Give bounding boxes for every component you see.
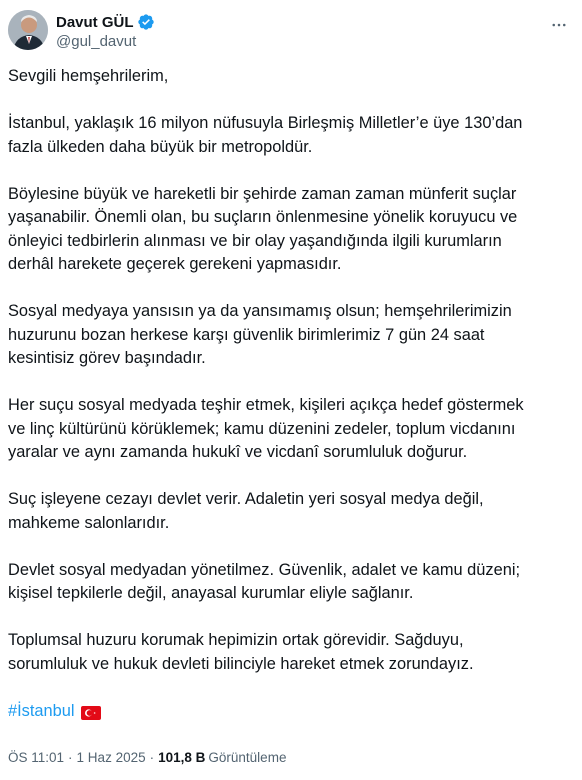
text-line: İstanbul, yaklaşık 16 milyon nüfusuyla Birleşmiş Milletler’e üye 130’dan [8, 114, 523, 132]
text-line: derhâl harekete geçerek gerekeni yapmasıdır. [8, 255, 342, 273]
tweet-meta [8, 750, 286, 765]
text-line: mahkeme salonlarıdır. [8, 513, 170, 532]
name-row [56, 12, 155, 32]
text-line: fazla ülkeden daha büyük bir metropoldür. [8, 137, 313, 156]
text-line: Toplumsal huzuru korumak hepimizin ortak görevidir. Sağduyu, [8, 631, 464, 649]
text-line: ve linç kültürünü körüklemek; kamu düzenini zedeler, toplum vicdanını [8, 419, 516, 438]
text-line: Böylesine büyük ve hareketli bir şehirde zaman zaman münferit suçlar [8, 184, 517, 203]
views-label: Görüntüleme [208, 750, 287, 765]
tweet-paragraph [8, 183, 574, 277]
hashtag-line [8, 700, 574, 724]
text-line: önleyici tedbirlerin alınması ve bir olay yaşandığında ilgili kurumların [8, 231, 502, 250]
meta-separator: · [149, 750, 155, 765]
text-line: sorumluluk ve hukuk devleti bilinciyle hareket etmek zorundayız. [8, 654, 474, 673]
tweet-paragraph [8, 300, 574, 371]
tweet-paragraph [8, 394, 574, 465]
author-display-name[interactable]: Davut GÜL [56, 13, 134, 31]
author-avatar[interactable] [8, 10, 48, 50]
tweet-paragraph [8, 559, 574, 606]
hashtag-link[interactable]: #İstanbul [8, 701, 75, 720]
tweet-date[interactable]: 1 Haz 2025 [76, 750, 146, 765]
more-options-icon[interactable] [548, 14, 570, 36]
text-line: Sevgili hemşehrilerim, [8, 67, 169, 85]
author-handle[interactable]: @gul_davut [56, 33, 137, 50]
text-line: yaralar ve aynı zamanda hukukî ve vicdanî sorumluluk doğurur. [8, 443, 468, 461]
text-line: Sosyal medyaya yansısın ya da yansımamış olsun; hemşehrilerimizin [8, 302, 512, 320]
text-line: kesintisiz görev başındadır. [8, 349, 206, 367]
text-line: kişisel tepkilerle değil, anayasal kurumlar eliyle sağlanır. [8, 584, 414, 602]
text-line: Her suçu sosyal medyada teşhir etmek, kişileri açıkça hedef göstermek [8, 396, 524, 414]
tweet-paragraph [8, 488, 574, 535]
turkey-flag-icon [81, 704, 101, 718]
tweet-paragraph [8, 65, 574, 89]
tweet-header [8, 10, 574, 54]
text-line: Suç işleyene cezayı devlet verir. Adaletin yeri sosyal medya değil, [8, 490, 484, 508]
views-count[interactable]: 101,8 B [158, 750, 206, 765]
text-line: yaşanabilir. Önemli olan, bu suçların önlenmesine yönelik koruyucu ve [8, 208, 518, 226]
tweet-paragraph [8, 629, 574, 676]
meta-separator: · [68, 750, 73, 765]
verified-badge-icon[interactable] [137, 13, 155, 31]
tweet-time[interactable]: ÖS 11:01 [8, 750, 65, 765]
text-line: Devlet sosyal medyadan yönetilmez. Güvenlik, adalet ve kamu düzeni; [8, 560, 521, 579]
avatar-photo-icon [8, 10, 48, 50]
text-line: huzurunu bozan herkese karşı güvenlik birimlerimiz 7 gün 24 saat [8, 325, 485, 344]
tweet-text [8, 65, 574, 723]
tweet-paragraph [8, 112, 574, 159]
